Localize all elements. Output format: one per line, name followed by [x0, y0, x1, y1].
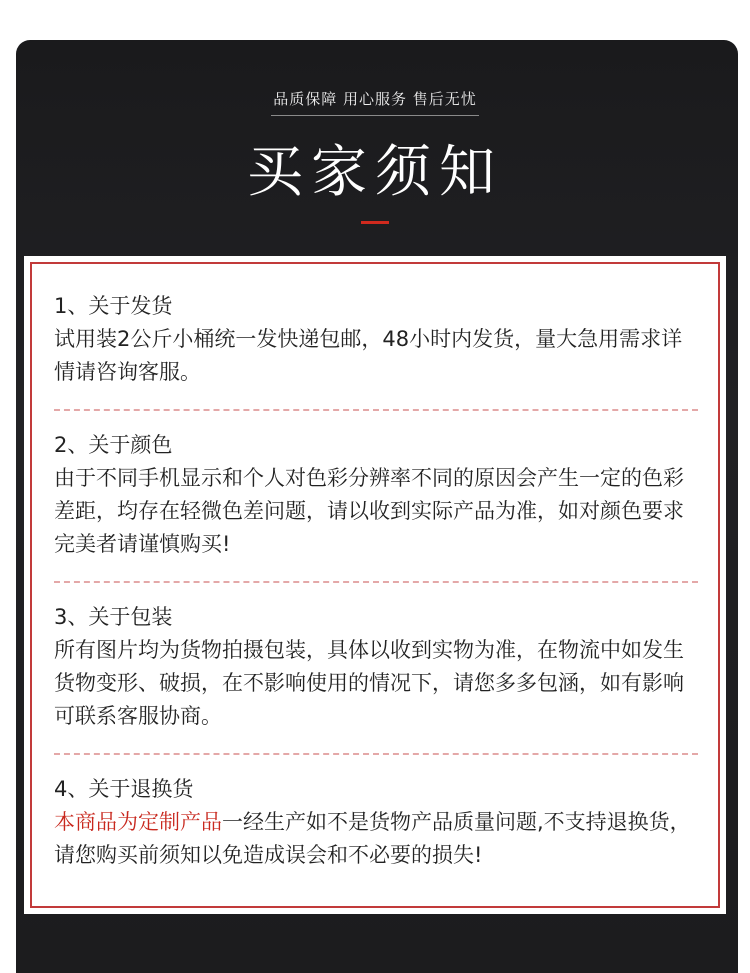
section-body: 试用装2公斤小桶统一发快递包邮，48小时内发货，量大急用需求详情请咨询客服。: [54, 327, 683, 384]
header-slogan-wrap: [0, 88, 750, 116]
page-title: 买家须知: [247, 140, 503, 205]
section-body: 所有图片均为货物拍摄包装，具体以收到实物为准，在物流中如发生货物变形、破损，在不影响使用的情况下，请您多多包涵，如有影响可联系客服协商。: [54, 638, 684, 728]
title-accent-bar: [361, 221, 389, 224]
section-returns: [54, 773, 698, 872]
section-body: [54, 806, 698, 872]
section-shipping: [54, 290, 698, 389]
section-color: [54, 429, 698, 561]
section-title: 2、关于颜色: [54, 433, 173, 457]
custom-product-highlight: 本商品为定制产品: [54, 810, 222, 834]
section-title: 4、关于退换货: [54, 777, 194, 801]
dashed-divider: [54, 581, 698, 583]
notice-frame: [30, 262, 720, 908]
returns-body-text: 一经生产如不是货物产品质量问题,不支持退换货，请您购买前须知以免造成误会和不必要的损失!: [54, 810, 691, 867]
header-slogan: 品质保障 用心服务 售后无忧: [271, 88, 479, 116]
section-packaging: [54, 601, 698, 733]
section-title: 3、关于包装: [54, 605, 173, 629]
dashed-divider: [54, 409, 698, 411]
dashed-divider: [54, 753, 698, 755]
notice-card: [24, 256, 726, 914]
section-title: 1、关于发货: [54, 294, 173, 318]
section-body: 由于不同手机显示和个人对色彩分辨率不同的原因会产生一定的色彩差距，均存在轻微色差问题，请以收到实际产品为准，如对颜色要求完美者请谨慎购买!: [54, 466, 684, 556]
